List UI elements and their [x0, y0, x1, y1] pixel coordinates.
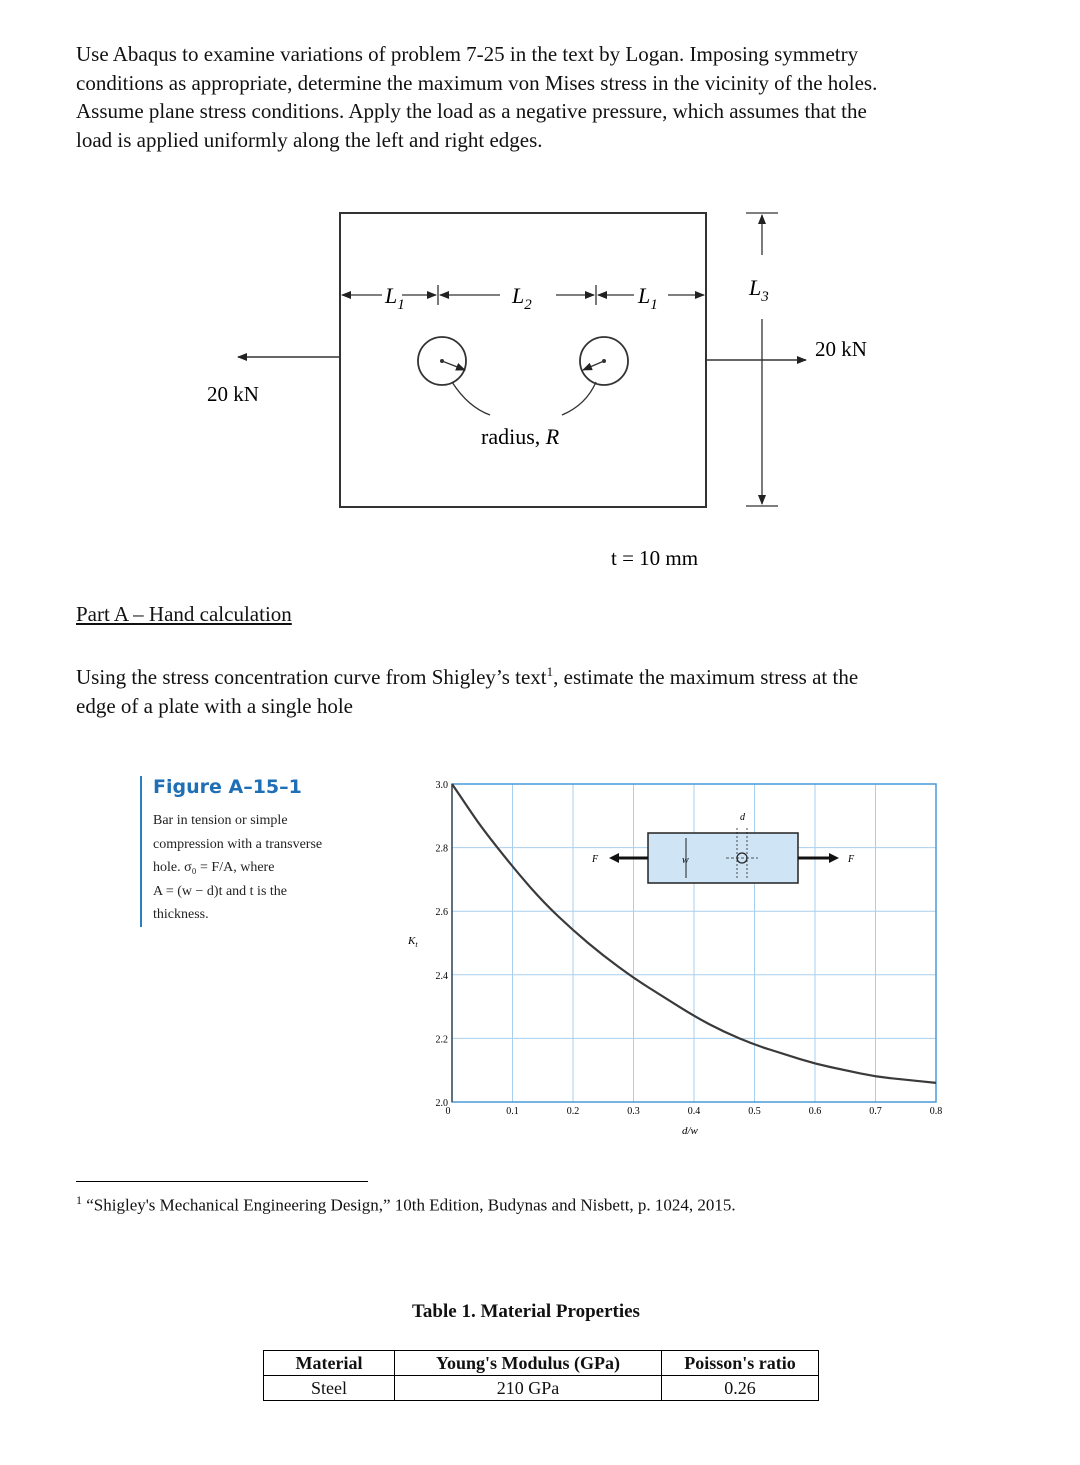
figure-desc-line: Bar in tension or simple	[153, 813, 288, 828]
col-header-poisson: Poisson's ratio	[662, 1351, 819, 1376]
label-l2: $L_2$	[512, 283, 532, 313]
x-axis-label: d/w	[682, 1125, 698, 1137]
chart-grid	[452, 784, 936, 1102]
y-tick-label: 2.0	[435, 1098, 448, 1109]
radius-leader-right	[562, 382, 596, 415]
x-tick-label: 0.5	[748, 1106, 761, 1117]
intro-line: conditions as appropriate, determine the maximum von Mises stress in the vicinity of the holes.	[76, 70, 878, 95]
table-row	[264, 1376, 819, 1401]
col-header-youngs-modulus: Young's Modulus (GPa)	[395, 1351, 662, 1376]
inset-force-right-label: F	[848, 854, 855, 865]
inset-diameter-label: d	[740, 812, 745, 823]
label-l1-left: $L_1$	[385, 283, 405, 313]
table-header-row	[264, 1351, 819, 1376]
x-tick-label: 0	[445, 1106, 451, 1117]
x-tick-label: 0.2	[566, 1106, 580, 1117]
intro-line: load is applied uniformly along the left and right edges.	[76, 127, 543, 152]
figure-caption	[140, 776, 393, 927]
left-load-label: 20 kN	[207, 382, 259, 406]
y-tick-label: 2.6	[435, 907, 448, 919]
x-tick-label: 0.7	[869, 1106, 882, 1117]
footnote-text: “Shigley's Mechanical Engineering Design,” 10th Edition, Budynas and Nisbett, p. 1024, 2015.	[86, 1195, 736, 1215]
y-tick-label: 2.4	[435, 970, 448, 982]
x-tick-label: 0.8	[929, 1106, 943, 1117]
hole-left-radius	[442, 361, 465, 370]
intro-line: Use Abaqus to examine variations of problem 7-25 in the text by Logan. Imposing symmetry	[76, 42, 859, 66]
thickness-label: t = 10 mm	[611, 546, 699, 570]
y-tick-label: 2.2	[435, 1034, 448, 1046]
table-cell: 0.26	[662, 1376, 819, 1401]
hole-right-radius	[583, 361, 604, 370]
y-axis-label: $K_t$	[408, 935, 418, 949]
table-cell: Steel	[264, 1376, 395, 1401]
y-tick-label: 3.0	[435, 780, 448, 791]
part-a-text-cont: , estimate the maximum stress at the	[553, 665, 859, 689]
col-header-material: Material	[264, 1351, 395, 1376]
x-tick-label: 0.6	[808, 1106, 822, 1117]
y-tick-label: 2.8	[435, 843, 448, 855]
inset-bar	[648, 833, 798, 883]
part-a-text: Using the stress concentration curve from Shigley’s text	[76, 665, 547, 689]
figure-desc-line: A = (w − d)t and t is the	[153, 883, 287, 899]
label-l3: $L_3$	[749, 275, 769, 305]
part-a-paragraph	[76, 658, 1036, 720]
x-tick-label: 0.3	[627, 1106, 640, 1117]
table-cell: 210 GPa	[395, 1376, 662, 1401]
footnote-mark: 1	[76, 1193, 82, 1207]
radius-label: radius, R	[481, 424, 560, 449]
inset-force-left-label: F	[592, 854, 599, 865]
footnote	[76, 1193, 1056, 1216]
figure-desc-line: compression with a transverse	[153, 836, 323, 852]
plate-outline	[340, 213, 706, 507]
right-load-label: 20 kN	[815, 337, 867, 361]
label-l1-right: $L_1$	[638, 283, 658, 313]
footnote-rule	[76, 1181, 368, 1182]
intro-line: Assume plane stress conditions. Apply the load as a negative pressure, which assumes that the	[76, 99, 867, 123]
x-tick-label: 0.4	[687, 1106, 701, 1117]
plate-diagram	[0, 195, 1080, 575]
figure-desc-line: thickness.	[153, 907, 209, 922]
radius-leader-left	[452, 382, 490, 415]
chart-axes	[436, 780, 943, 1117]
kt-chart	[390, 770, 960, 1150]
footnote-ref: 1	[546, 664, 554, 679]
x-tick-label: 0.1	[506, 1106, 519, 1117]
table-caption: Table 1. Material Properties	[412, 1301, 640, 1322]
figure-title: Figure A–15–1	[153, 776, 302, 798]
inset-width-label: w	[682, 855, 689, 866]
figure-desc-line: hole. σ₀ = F/A, where	[153, 860, 275, 875]
part-a-heading: Part A – Hand calculation	[76, 602, 292, 626]
intro-paragraph	[76, 40, 1036, 154]
material-properties-table	[263, 1350, 819, 1401]
part-a-text-line2: edge of a plate with a single hole	[76, 693, 353, 718]
